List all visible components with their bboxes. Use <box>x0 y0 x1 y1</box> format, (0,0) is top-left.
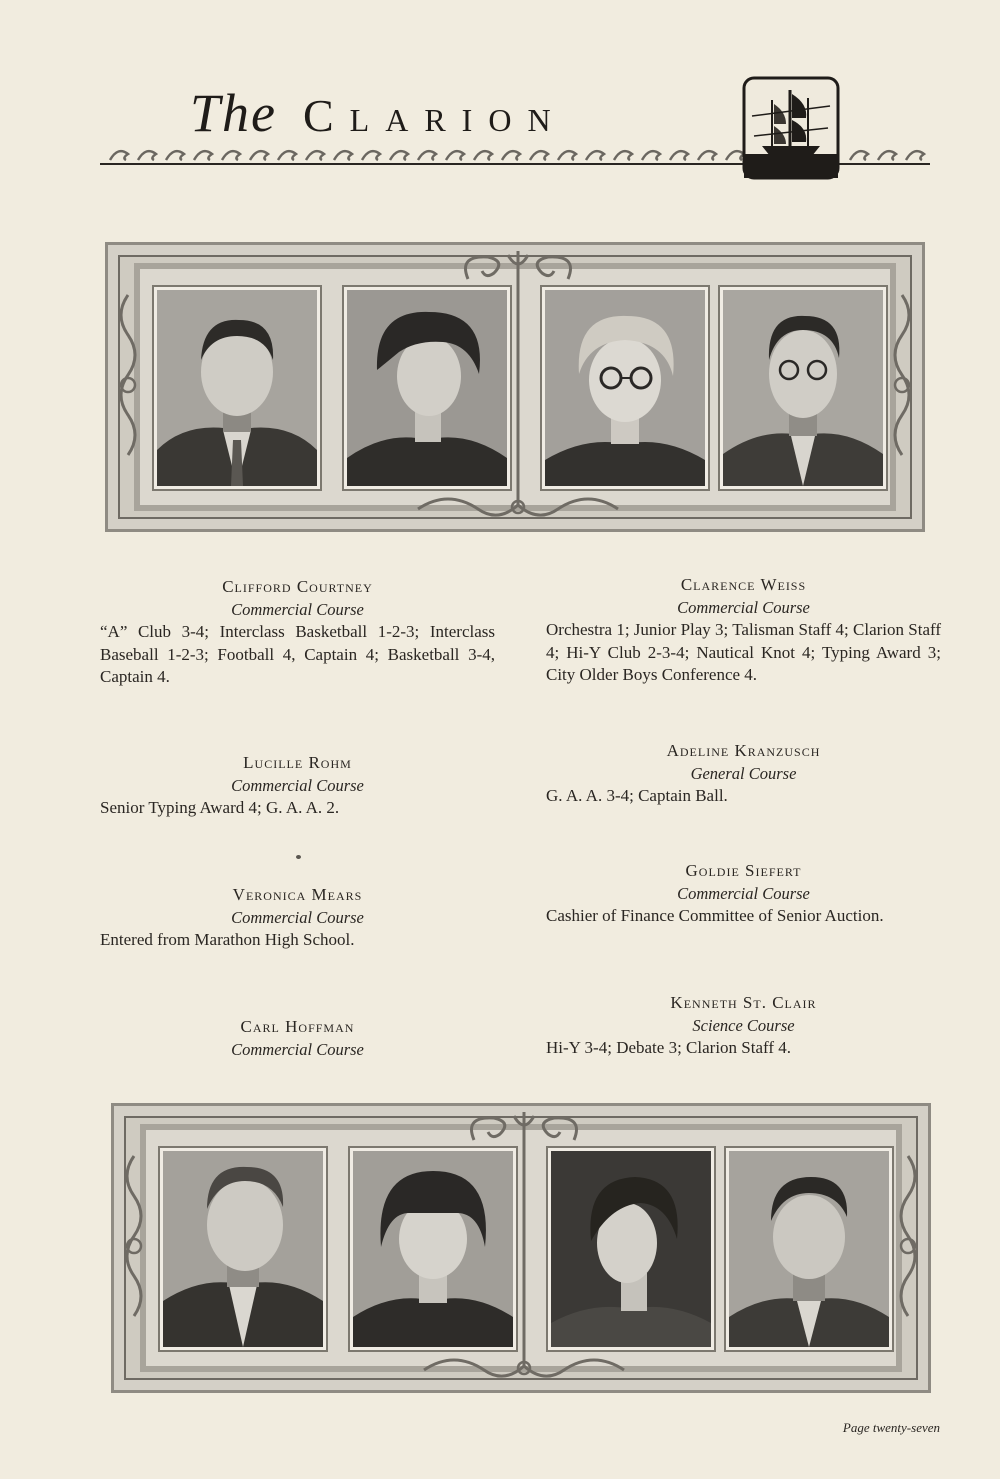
title-the: The <box>190 83 277 143</box>
student-course: Commercial Course <box>231 775 364 795</box>
title-clarion: Clarion <box>303 90 567 141</box>
student-entry <box>100 884 495 952</box>
student-course: Commercial Course <box>231 599 364 619</box>
student-course: Commercial Course <box>677 883 810 903</box>
student-activities: G. A. A. 3-4; Captain Ball. <box>546 786 728 805</box>
student-entry <box>100 1016 495 1061</box>
student-course: Commercial Course <box>231 907 364 927</box>
student-entry <box>546 860 941 928</box>
portrait-frame-bottom <box>111 1103 931 1393</box>
student-activities: “A” Club 3-4; Interclass Basketball 1-2-3; Interclass Baseball 1-2-3; Football 4, Captain 4; Basketball 3-4, Captain 4. <box>100 622 495 686</box>
portrait-photo <box>542 287 708 489</box>
side-scroll-icon <box>884 285 920 485</box>
side-scroll-icon <box>110 285 146 485</box>
page-header <box>100 70 930 190</box>
student-name: Kenneth St. Clair <box>670 993 817 1012</box>
student-entry <box>100 752 495 820</box>
sailing-ship-icon <box>742 76 840 180</box>
yearbook-title <box>190 82 567 144</box>
student-entry <box>546 992 941 1060</box>
student-activities: Cashier of Finance Committee of Senior Auction. <box>546 906 884 925</box>
student-activities: Hi-Y 3-4; Debate 3; Clarion Staff 4. <box>546 1038 792 1057</box>
page-number: Page twenty-seven <box>842 1420 940 1435</box>
student-name: Adeline Kranzusch <box>666 741 821 760</box>
student-name: Clifford Courtney <box>222 577 373 596</box>
portrait-photo <box>344 287 510 489</box>
print-speck <box>296 855 301 859</box>
student-course: General Course <box>690 763 797 783</box>
student-name: Goldie Siefert <box>685 861 802 880</box>
portrait-photo <box>726 1148 892 1350</box>
portrait-photo <box>548 1148 714 1350</box>
portrait-photo <box>160 1148 326 1350</box>
center-column-ornament <box>518 1136 530 1366</box>
student-name: Carl Hoffman <box>240 1017 355 1036</box>
side-scroll-icon <box>890 1146 926 1346</box>
portrait-photo <box>154 287 320 489</box>
student-course: Science Course <box>692 1015 795 1035</box>
portrait-frame-top <box>105 242 925 532</box>
student-course: Commercial Course <box>677 597 810 617</box>
student-name: Clarence Weiss <box>680 575 807 594</box>
portrait-photo <box>350 1148 516 1350</box>
student-name: Lucille Rohm <box>243 753 352 772</box>
student-name: Veronica Mears <box>232 885 363 904</box>
portrait-photo <box>720 287 886 489</box>
student-course: Commercial Course <box>231 1039 364 1059</box>
student-entry <box>100 576 495 689</box>
student-entry <box>546 740 941 808</box>
student-activities: Entered from Marathon High School. <box>100 930 355 949</box>
side-scroll-icon <box>116 1146 152 1346</box>
student-entry <box>546 574 941 687</box>
student-activities: Orchestra 1; Junior Play 3; Talisman Staff 4; Clarion Staff 4; Hi-Y Club 2-3-4; Nautical Knot 4; Typing Award 3; City Older Boys Conference 4. <box>546 620 941 684</box>
student-activities: Senior Typing Award 4; G. A. A. 2. <box>100 798 340 817</box>
center-column-ornament <box>512 275 524 505</box>
